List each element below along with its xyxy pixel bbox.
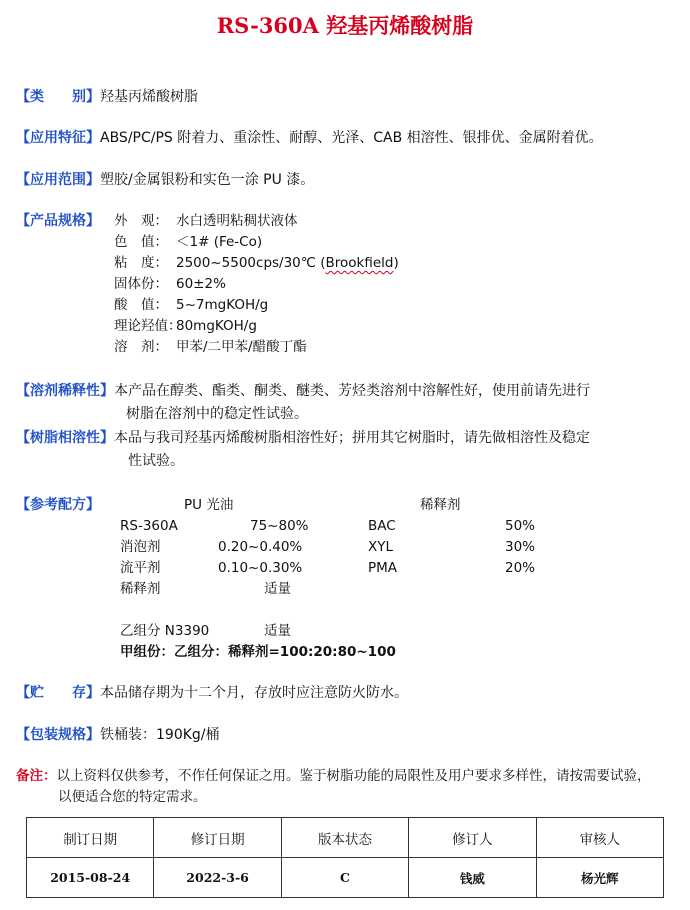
- formula-right-amount: 50%: [505, 518, 536, 534]
- formula-section: [16, 495, 100, 516]
- spec-row-value-tail: Brookfield: [325, 255, 394, 271]
- category-label: [16, 89, 100, 105]
- storage-label-open: 【贮: [16, 685, 44, 701]
- spec-row-value: 甲苯/二甲苯/醋酸丁酯: [176, 339, 307, 355]
- formula-left-amount: 75~80%: [250, 518, 309, 534]
- formula-ratio: 甲组份：乙组分：稀释剂=100:20:80~100: [120, 644, 396, 660]
- note-text-line1: 以上资料仅供参考，不作任何保证之用。鉴于树脂功能的局限性及用户要求多样性，请按需要试验，: [56, 768, 651, 784]
- formula-right-name: PMA: [368, 560, 398, 576]
- formula-right-amount: 20%: [505, 560, 536, 576]
- features-label: 【应用特征】: [16, 130, 100, 146]
- category-section: [16, 87, 198, 108]
- compat-section: [16, 428, 590, 449]
- formula-right-name: XYL: [368, 539, 394, 555]
- dilution-text-line1: 本产品在醇类、酯类、酮类、醚类、芳烃类溶剂中溶解性好，使用前请先进行: [114, 383, 590, 399]
- revision-table-value-row: [27, 858, 664, 898]
- scope-section: [16, 170, 314, 191]
- revision-header-cell: 审核人: [536, 818, 663, 858]
- spec-row: [114, 274, 226, 295]
- spec-section: [16, 211, 100, 232]
- revision-header-cell: 版本状态: [281, 818, 408, 858]
- spec-row-value: 水白透明粘稠状液体: [176, 213, 298, 229]
- spec-row: [114, 316, 257, 337]
- spec-row: [114, 253, 399, 274]
- revision-header-cell: 修订人: [409, 818, 536, 858]
- formula-right-name: BAC: [368, 518, 396, 534]
- revision-table: [26, 817, 664, 898]
- spec-row-value: ＜1# (Fe-Co): [176, 234, 263, 250]
- document-title: RS-360A 羟基丙烯酸树脂: [216, 13, 474, 38]
- formula-right-amount: 30%: [505, 539, 536, 555]
- note-text-line2: 以便适合您的特定需求。: [58, 789, 207, 805]
- spec-row-value: 5~7mgKOH/g: [176, 297, 269, 313]
- spec-row: [114, 211, 298, 232]
- formula-part-b-amount: 适量: [264, 623, 291, 639]
- dilution-label: 【溶剂稀释性】: [16, 383, 114, 399]
- features-value: ABS/PC/PS 附着力、重涂性、耐醇、光泽、CAB 相溶性、银排优、金属附着优。: [100, 130, 603, 146]
- revision-table-header-row: [27, 818, 664, 858]
- spec-row-value: 2500~5500cps/30℃ (: [176, 255, 326, 271]
- dilution-text-line2: 树脂在溶剂中的稳定性试验。: [126, 406, 308, 422]
- formula-left-amount: 适量: [264, 581, 291, 597]
- note-label: 备注：: [16, 768, 57, 784]
- category-label-close: 别】: [72, 89, 100, 105]
- packing-value: 铁桶装：190Kg/桶: [100, 727, 220, 743]
- storage-label: [16, 685, 100, 701]
- category-label-open: 【类: [16, 89, 44, 105]
- spec-row-value: 60±2%: [176, 276, 226, 292]
- packing-label: 【包装规格】: [16, 727, 100, 743]
- spec-row-label: 色 值：: [114, 234, 168, 250]
- formula-left-header: PU 光油: [184, 497, 234, 513]
- compat-text-line2: 性试验。: [128, 453, 184, 469]
- spec-row-label: 溶 剂：: [114, 339, 168, 355]
- compat-label: 【树脂相溶性】: [16, 430, 114, 446]
- spec-row-label: 理论羟值：: [114, 318, 182, 334]
- formula-label: 【参考配方】: [16, 497, 100, 513]
- spec-row-label: 固体份：: [114, 276, 168, 292]
- spec-row-label: 粘 度：: [114, 255, 168, 271]
- storage-section: [16, 683, 408, 704]
- scope-label: 【应用范围】: [16, 172, 100, 188]
- category-value: 羟基丙烯酸树脂: [100, 89, 198, 105]
- spec-row: [114, 295, 268, 316]
- formula-left-name: 稀释剂: [120, 581, 161, 597]
- revision-value-cell: 杨光辉: [536, 858, 663, 898]
- formula-right-header: 稀释剂: [420, 497, 461, 513]
- spec-row-label: 外 观：: [114, 213, 168, 229]
- formula-left-amount: 0.10~0.30%: [218, 560, 303, 576]
- formula-left-name: 消泡剂: [120, 539, 161, 555]
- spec-label: 【产品规格】: [16, 213, 100, 229]
- storage-value: 本品储存期为十二个月，存放时应注意防火防水。: [100, 685, 408, 701]
- storage-label-close: 存】: [72, 685, 100, 701]
- packing-section: [16, 725, 220, 746]
- spec-row-value: 80mgKOH/g: [176, 318, 257, 334]
- revision-value-cell: 2022-3-6: [154, 858, 281, 898]
- revision-header-cell: 制订日期: [27, 818, 154, 858]
- formula-left-amount: 0.20~0.40%: [218, 539, 303, 555]
- formula-left-name: 流平剂: [120, 560, 161, 576]
- spec-row: [114, 232, 262, 253]
- note-section: [16, 766, 651, 787]
- spec-row-label: 酸 值：: [114, 297, 168, 313]
- revision-header-cell: 修订日期: [154, 818, 281, 858]
- features-section: [16, 128, 603, 149]
- formula-part-b-name: 乙组分 N3390: [120, 623, 210, 639]
- revision-value-cell: C: [281, 858, 408, 898]
- spec-row-value-end: ): [393, 255, 399, 271]
- formula-left-name: RS-360A: [120, 518, 178, 534]
- dilution-section: [16, 381, 590, 402]
- revision-value-cell: 2015-08-24: [27, 858, 154, 898]
- scope-value: 塑胶/金属银粉和实色一涂 PU 漆。: [100, 172, 315, 188]
- spec-row: [114, 337, 307, 358]
- revision-value-cell: 钱威: [409, 858, 536, 898]
- compat-text-line1: 本品与我司羟基丙烯酸树脂相溶性好；拼用其它树脂时，请先做相溶性及稳定: [114, 430, 590, 446]
